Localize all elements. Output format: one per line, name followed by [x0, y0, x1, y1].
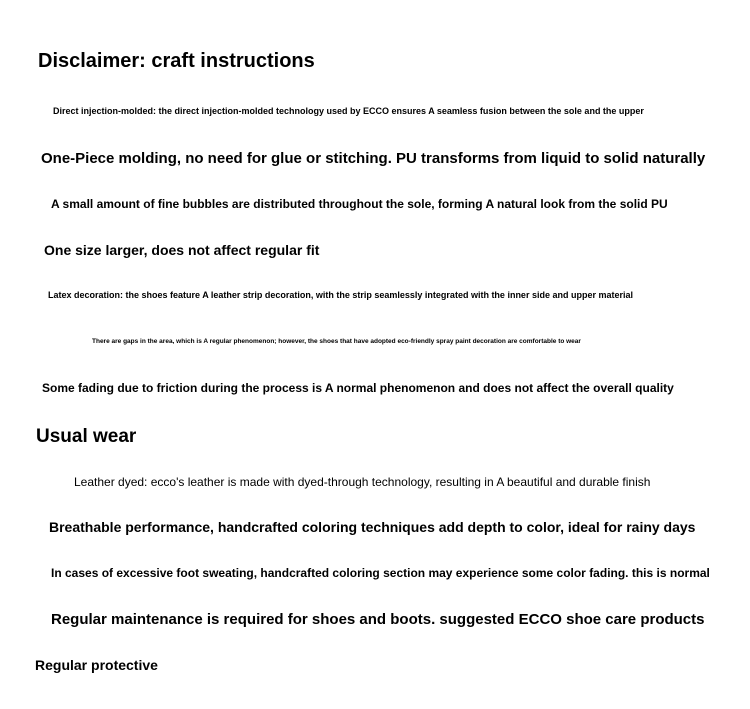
- disclaimer-line-latex-decoration: Latex decoration: the shoes feature A leather strip decoration, with the strip seamlessly integrated with the inner side and upper material: [48, 290, 633, 300]
- usual-wear-line-foot-sweating: In cases of excessive foot sweating, handcrafted coloring section may experience some color fading. this is normal: [51, 566, 710, 580]
- disclaimer-line-fine-bubbles: A small amount of fine bubbles are distributed throughout the sole, forming A natural look from the solid PU: [51, 197, 668, 211]
- usual-wear-line-regular-protective: Regular protective: [35, 657, 158, 673]
- disclaimer-line-size-fit: One size larger, does not affect regular fit: [44, 242, 320, 258]
- usual-wear-line-maintenance: Regular maintenance is required for shoes and boots. suggested ECCO shoe care products: [51, 611, 705, 628]
- disclaimer-heading: Disclaimer: craft instructions: [38, 50, 315, 72]
- usual-wear-line-breathable: Breathable performance, handcrafted coloring techniques add depth to color, ideal for rainy days: [49, 519, 696, 535]
- usual-wear-heading: Usual wear: [36, 426, 137, 447]
- disclaimer-line-one-piece-molding: One-Piece molding, no need for glue or stitching. PU transforms from liquid to solid naturally: [41, 150, 706, 167]
- disclaimer-line-gaps: There are gaps in the area, which is A regular phenomenon; however, the shoes that have adopted eco-friendly spray paint decoration are comfortable to wear: [92, 338, 581, 345]
- disclaimer-line-injection-molded: Direct injection-molded: the direct injection-molded technology used by ECCO ensures A seamless fusion between the sole and the upper: [53, 106, 644, 116]
- usual-wear-line-leather-dyed: Leather dyed: ecco's leather is made with dyed-through technology, resulting in A beautiful and durable finish: [74, 475, 651, 489]
- disclaimer-line-fading: Some fading due to friction during the process is A normal phenomenon and does not affect the overall quality: [42, 381, 674, 395]
